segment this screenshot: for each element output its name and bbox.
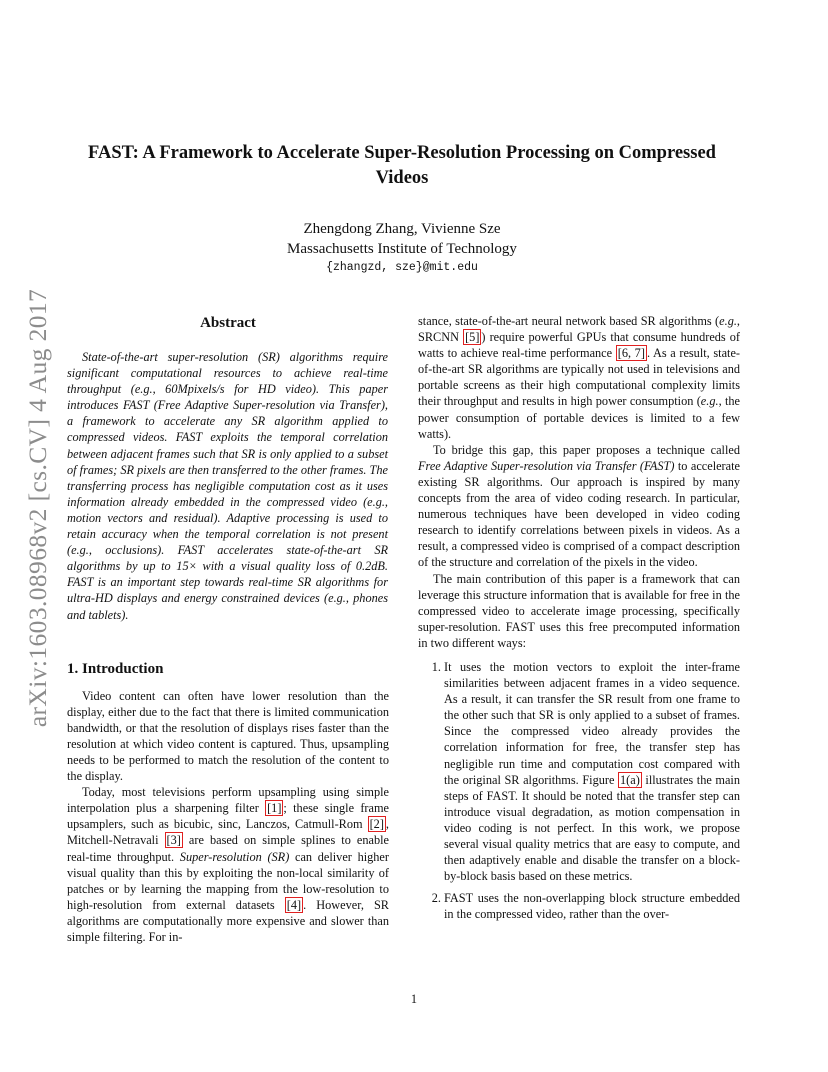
list-item: 1. It uses the motion vectors to exploit the inter-frame similarities between adjacent frames in a video sequence. As a result, it can transfer the SR result from one frame to the other such that SR is only applied to a subset of frames. Since the compressed video already provides the correlation information for free, the transfer step has negligible run time and computation cost compared with the original SR algorithms. Figure 1(a) illustrates the main steps of FAST. It should be noted that the transfer step can introduce visual degradation, as motion compensation in video coding is not perfect. In this work, we propose several visual quality metrics that are easy to compute, and then adaptively enable and disable the transfer on a block-by-block basis based on these metrics. [444,659,740,884]
page-number: 1 [410,992,418,1006]
abstract-text: State-of-the-art super-resolution (SR) algorithms require significant computational resources to achieve real-time throughput (e.g., 60Mpixels/s for HD video). This paper introduces FAST (Free Adaptive Super-resolution via Transfer), a framework to accelerate any SR algorithm applied to compressed videos. FAST exploits the temporal correlation between adjacent frames such that SR is only applied to a subset of frames; SR pixels are then transferred to the other frames. The transferring process has negligible computation cost as it uses information already embedded in the compressed video (e.g., motion vectors and residual). Adaptive processing is used to retain accuracy when the temporal correlation is not present (e.g., occlusions). FAST accelerates state-of-the-art SR algorithms by up to 15× with a visual quality loss of 0.2dB. FAST is an important step towards real-time SR algorithms for ultra-HD displays and energy constrained devices (e.g., phones and tablets). [67,350,388,622]
intro-paragraph-2: Today, most televisions perform upsampling using simple interpolation plus a sharpening filter [1] ; these single frame upsamplers, such as bicubic, sinc, Lanczos, Catmull-Rom [2] , Mitchell-Netravali [3] are based on simple splines to enable real-time throughput. Super-resolution (SR) can deliver higher visual quality than this by exploiting the non-local similarity of patches or by learning the mapping from the low-resolution to high-resolution from external datasets [4] . However, SR algorithms are computationally more expensive and slower than simple filtering. For in- [67,785,390,944]
paper-title: FAST: A Framework to Accelerate Super-Resolution Processing on Compressed Videos [88,143,716,188]
right-column [418,313,740,928]
body-paragraph: The main contribution of this paper is a framework that can leverage this structure information that is available for free in the compressed video to accelerate image processing, specifically super-resolution. FAST uses this free precomputed information in two different ways: [418,571,740,650]
author-email: {zhangzd, sze}@mit.edu [326,261,478,274]
author-affiliation: Massachusetts Institute of Technology [287,241,517,257]
citation-link[interactable]: [2] [369,817,384,832]
body-paragraph: To bridge this gap, this paper proposes a technique called Free Adaptive Super-resolution via Transfer (FAST) to accelerate existing SR algorithms. Our approach is inspired by many concepts from the area of video coding research. In particular, numerous techniques have been developed in video coding research to identify correlations between pixels in videos. As a result, a compressed video is comprised of a compact description of the structure and correlation of the pixels in the video. [418,442,740,570]
author-names: Zhengdong Zhang, Vivienne Sze [303,221,501,237]
list-item: 2. FAST uses the non-overlapping block structure embedded in the compressed video, rather than the over- [444,890,740,922]
left-column [67,313,389,945]
citation-link[interactable]: [1] [267,801,282,816]
intro-paragraph-1: Video content can often have lower resolution than the display, either due to the fact that there is limited communication bandwidth, or that the resolution of displays rises faster than the resolution at which video content is captured. Thus, upsampling needs to be performed to match the resolution of the content to the display. [67,688,389,784]
section-heading-introduction: 1. Introduction [67,660,164,677]
body-paragraph: stance, state-of-the-art neural network based SR algorithms (e.g., SRCNN [5] ) require powerful GPUs that consume hundreds of watts to achieve real-time performance [6, 7] . As a result, state-of-the-art SR algorithms are typically not used in televisions and portable screens as their high computational complexity limits their throughput and results in high power consumption (e.g., the power consumption of portable devices is limited to a few watts). [418,314,741,441]
contribution-list [418,659,740,923]
citation-link[interactable]: [6, 7] [617,346,645,361]
author-block [66,219,738,259]
arxiv-stamp: arXiv:1603.08968v2 [cs.CV] 4 Aug 2017 [23,288,52,728]
abstract-heading: Abstract [200,315,256,331]
citation-link[interactable]: [5] [465,330,480,345]
citation-link[interactable]: [3] [166,833,181,848]
citation-link[interactable]: [4] [286,897,302,912]
figure-link[interactable]: 1(a) [620,772,640,787]
